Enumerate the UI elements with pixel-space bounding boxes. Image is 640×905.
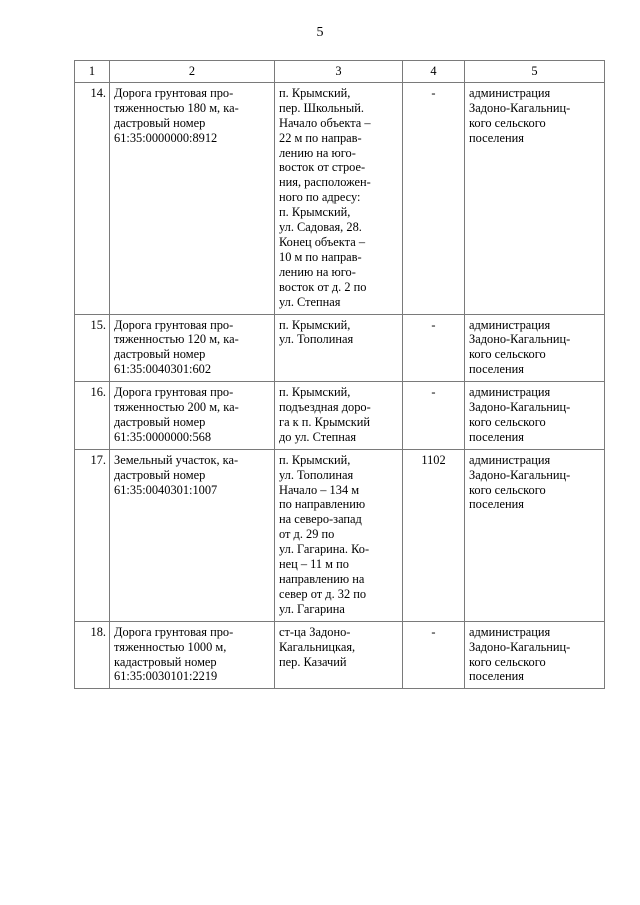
location-line: ния, расположен- [279, 175, 371, 190]
owner-cell [465, 82, 605, 314]
owner-line: поселения [469, 362, 524, 377]
owner-line: администрация [469, 385, 551, 400]
column-header: 3 [275, 61, 403, 83]
object-name-line: 61:35:0000000:568 [114, 429, 212, 444]
object-name-line: Дорога грунтовая про- [114, 85, 234, 100]
location-line: ул. Гагарина [279, 601, 345, 616]
location-line: лению на юго- [279, 145, 356, 160]
owner-line: Задоно-Кагальниц- [469, 467, 571, 482]
column-header: 1 [75, 61, 110, 83]
area-cell: 1102 [403, 449, 465, 621]
object-name-line: Дорога грунтовая про- [114, 385, 234, 400]
location-line: 10 м по направ- [279, 249, 362, 264]
row-number-cell: 16. [75, 382, 110, 450]
area-cell: - [403, 382, 465, 450]
object-name-line: дастровый номер [114, 467, 206, 482]
area-cell: - [403, 82, 465, 314]
location-line: пер. Казачий [279, 654, 347, 669]
location-line: Начало объекта – [279, 115, 371, 130]
column-header: 5 [465, 61, 605, 83]
location-line: на северо-запад [279, 512, 362, 527]
object-name-line: 61:35:0040301:1007 [114, 482, 218, 497]
object-name-line: 61:35:0030101:2219 [114, 669, 218, 684]
owner-cell [465, 382, 605, 450]
location-line: пер. Школьный. [279, 100, 364, 115]
table-row [75, 621, 605, 689]
owner-line: Задоно-Кагальниц- [469, 332, 571, 347]
owner-cell [465, 449, 605, 621]
object-name-line: дастровый номер [114, 347, 206, 362]
registry-body [75, 82, 605, 688]
location-line: нец – 11 м по [279, 557, 349, 572]
object-name-cell [110, 382, 275, 450]
location-cell [275, 449, 403, 621]
object-name-cell [110, 621, 275, 689]
header-row [75, 61, 605, 83]
owner-line: администрация [469, 452, 551, 467]
location-cell [275, 621, 403, 689]
object-name-line: тяженностью 1000 м, [114, 639, 227, 654]
location-line: п. Крымский, [279, 85, 351, 100]
row-number-cell: 15. [75, 314, 110, 382]
location-line: ул. Тополиная [279, 332, 354, 347]
column-header: 4 [403, 61, 465, 83]
location-cell [275, 382, 403, 450]
owner-line: поселения [469, 669, 524, 684]
location-line: до ул. Степная [279, 429, 357, 444]
row-number-cell: 14. [75, 82, 110, 314]
registry-table [74, 60, 605, 689]
object-name-line: дастровый номер [114, 115, 206, 130]
table-row [75, 82, 605, 314]
object-name-line: тяженностью 180 м, ка- [114, 100, 239, 115]
table-row [75, 449, 605, 621]
location-line: ул. Гагарина. Ко- [279, 542, 370, 557]
location-line: п. Крымский, [279, 452, 351, 467]
location-line: Конец объекта – [279, 234, 366, 249]
location-line: от д. 29 по [279, 527, 335, 542]
owner-line: Задоно-Кагальниц- [469, 100, 571, 115]
owner-line: кого сельского [469, 482, 546, 497]
object-name-line: Дорога грунтовая про- [114, 317, 234, 332]
location-line: ного по адресу: [279, 190, 361, 205]
owner-cell [465, 314, 605, 382]
location-line: север от д. 32 по [279, 586, 367, 601]
object-name-line: 61:35:0000000:8912 [114, 130, 218, 145]
object-name-line: Дорога грунтовая про- [114, 624, 234, 639]
location-line: п. Крымский, [279, 317, 351, 332]
page-number: 5 [316, 25, 324, 40]
object-name-line: 61:35:0040301:602 [114, 362, 212, 377]
owner-line: поселения [469, 497, 524, 512]
owner-line: администрация [469, 317, 551, 332]
table-row [75, 382, 605, 450]
location-line: 22 м по направ- [279, 130, 362, 145]
location-line: лению на юго- [279, 264, 356, 279]
owner-line: кого сельского [469, 347, 546, 362]
location-line: га к п. Крымский [279, 414, 371, 429]
location-cell [275, 314, 403, 382]
object-name-line: дастровый номер [114, 414, 206, 429]
location-line: ул. Степная [279, 294, 341, 309]
owner-line: Задоно-Кагальниц- [469, 400, 571, 415]
object-name-line: тяженностью 120 м, ка- [114, 332, 239, 347]
location-line: по направлению [279, 497, 366, 512]
owner-line: поселения [469, 130, 524, 145]
object-name-cell [110, 314, 275, 382]
owner-line: кого сельского [469, 115, 546, 130]
area-cell: - [403, 621, 465, 689]
location-line: Начало – 134 м [279, 482, 360, 497]
location-line: восток от строе- [279, 160, 366, 175]
owner-line: Задоно-Кагальниц- [469, 639, 571, 654]
object-name-line: кадастровый номер [114, 654, 217, 669]
owner-line: кого сельского [469, 654, 546, 669]
location-line: ст-ца Задоно- [279, 624, 351, 639]
location-line: п. Крымский, [279, 205, 351, 220]
owner-line: поселения [469, 429, 524, 444]
row-number-cell: 17. [75, 449, 110, 621]
location-line: направлению на [279, 572, 365, 586]
location-line: п. Крымский, [279, 385, 351, 400]
object-name-line: Земельный участок, ка- [114, 452, 239, 467]
area-cell: - [403, 314, 465, 382]
location-cell [275, 82, 403, 314]
owner-line: кого сельского [469, 414, 546, 429]
location-line: ул. Садовая, 28. [279, 220, 362, 235]
object-name-line: тяженностью 200 м, ка- [114, 400, 239, 415]
table-row [75, 314, 605, 382]
owner-line: администрация [469, 624, 551, 639]
location-line: Кагальницкая, [279, 639, 356, 654]
object-name-cell [110, 449, 275, 621]
row-number-cell: 18. [75, 621, 110, 689]
location-line: ул. Тополиная [279, 467, 354, 482]
object-name-cell [110, 82, 275, 314]
column-header: 2 [110, 61, 275, 83]
location-line: восток от д. 2 по [279, 279, 367, 294]
owner-cell [465, 621, 605, 689]
owner-line: администрация [469, 85, 551, 100]
location-line: подъездная доро- [279, 400, 371, 415]
